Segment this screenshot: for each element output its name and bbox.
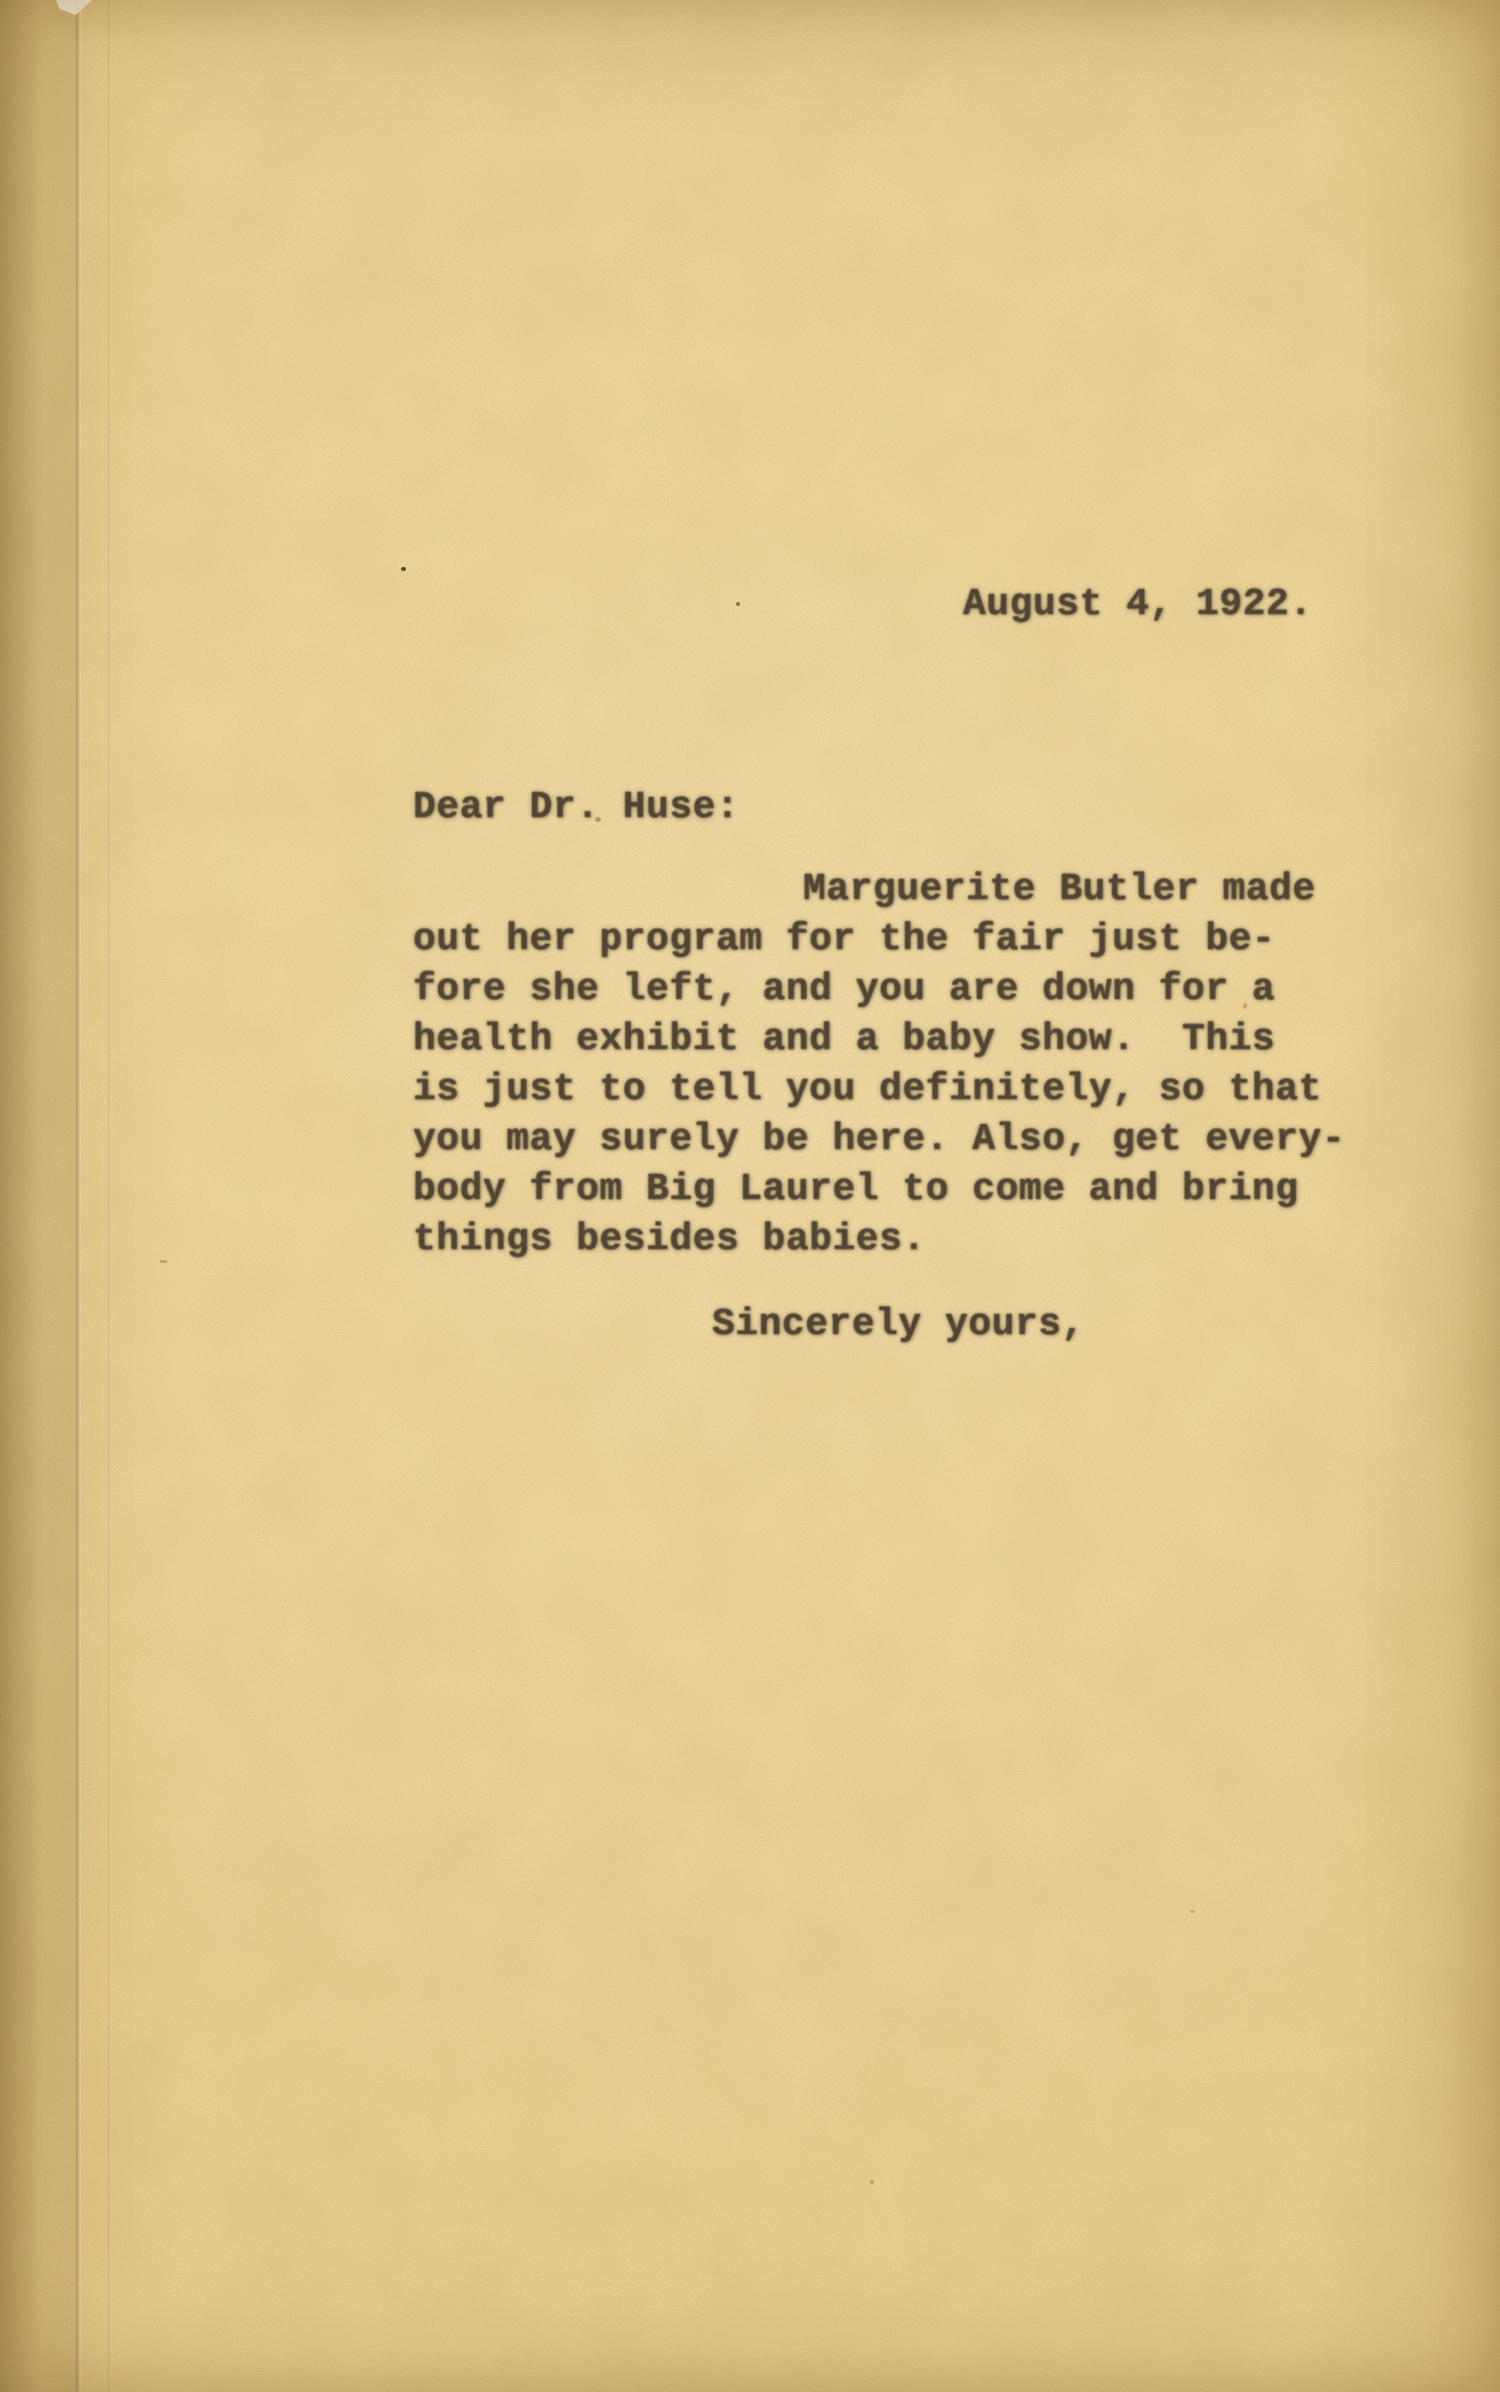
letter-closing: Sincerely yours, xyxy=(712,1303,1085,1346)
body-line: fore she left, and you are down for a xyxy=(413,968,1276,1011)
body-line: health exhibit and a baby show. This xyxy=(413,1018,1276,1061)
letter-body xyxy=(413,865,1345,1265)
letter-salutation: Dear Dr. Huse: xyxy=(413,786,740,829)
body-line: you may surely be here. Also, get every- xyxy=(413,1118,1346,1161)
body-line: out her program for the fair just be- xyxy=(413,918,1276,961)
body-line: Marguerite Butler made xyxy=(803,868,1316,911)
body-line: body from Big Laurel to come and bring xyxy=(413,1168,1299,1211)
body-line: things besides babies. xyxy=(413,1218,926,1261)
body-line: is just to tell you definitely, so that xyxy=(413,1068,1322,1111)
letter-date: August 4, 1922. xyxy=(963,583,1313,626)
